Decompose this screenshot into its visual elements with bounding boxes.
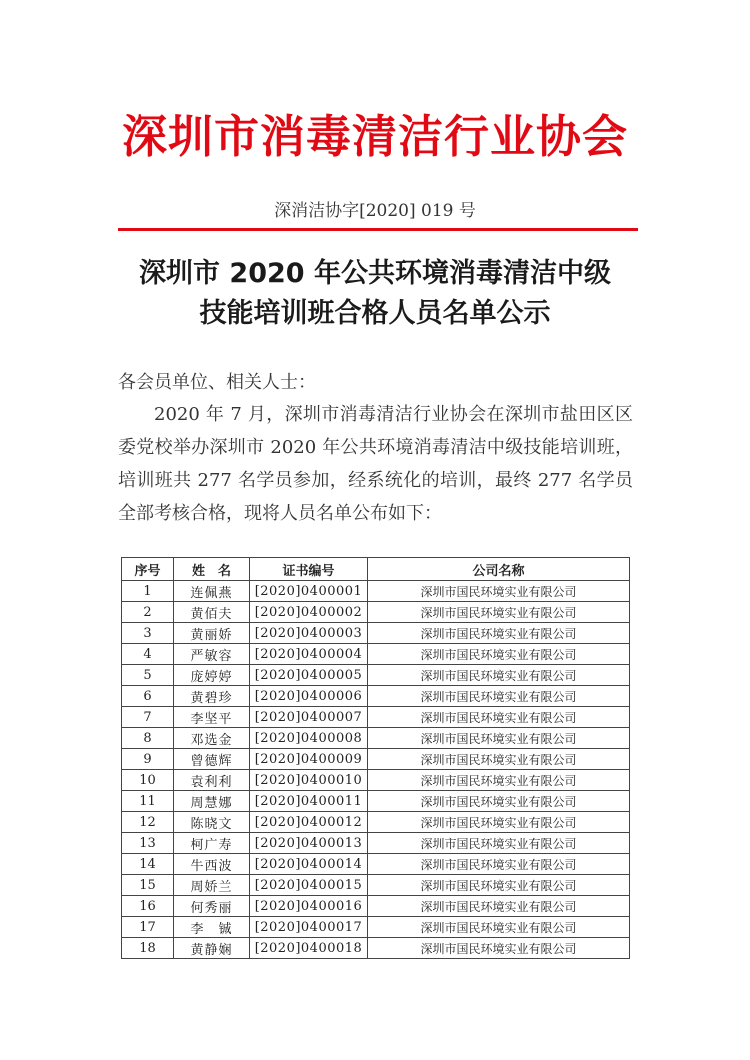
document-title-line-1: 深圳市 2020 年公共环境消毒清洁中级 (139, 258, 611, 289)
cell-name: 曾德辉 (174, 749, 250, 770)
table-row (122, 644, 630, 665)
table-row (122, 686, 630, 707)
cell-index: 15 (122, 875, 174, 896)
header-company: 公司名称 (368, 558, 630, 581)
cell-name: 黄碧珍 (174, 686, 250, 707)
table-row (122, 854, 630, 875)
cell-certificate-number: [2020]0400011 (250, 791, 368, 812)
cell-company: 深圳市国民环境实业有限公司 (368, 665, 630, 686)
cell-certificate-number: [2020]0400010 (250, 770, 368, 791)
cell-certificate-number: [2020]0400008 (250, 728, 368, 749)
cell-index: 14 (122, 854, 174, 875)
cell-name: 李坚平 (174, 707, 250, 728)
cell-company: 深圳市国民环境实业有限公司 (368, 896, 630, 917)
document-title (0, 254, 750, 334)
cell-name: 李 铖 (174, 917, 250, 938)
red-divider (118, 228, 638, 231)
cell-index: 18 (122, 938, 174, 959)
cell-index: 3 (122, 623, 174, 644)
cell-certificate-number: [2020]0400007 (250, 707, 368, 728)
cell-name: 周娇兰 (174, 875, 250, 896)
cell-name: 庞婷婷 (174, 665, 250, 686)
cell-name: 周慧娜 (174, 791, 250, 812)
cell-company: 深圳市国民环境实业有限公司 (368, 623, 630, 644)
table-row (122, 707, 630, 728)
cell-name: 邓选金 (174, 728, 250, 749)
cell-company: 深圳市国民环境实业有限公司 (368, 770, 630, 791)
table-row (122, 623, 630, 644)
table-row (122, 665, 630, 686)
cell-company: 深圳市国民环境实业有限公司 (368, 581, 630, 602)
cell-certificate-number: [2020]0400016 (250, 896, 368, 917)
cell-index: 9 (122, 749, 174, 770)
cell-name: 黄丽娇 (174, 623, 250, 644)
cell-certificate-number: [2020]0400017 (250, 917, 368, 938)
cell-index: 5 (122, 665, 174, 686)
cell-company: 深圳市国民环境实业有限公司 (368, 875, 630, 896)
cell-index: 17 (122, 917, 174, 938)
roster-table (121, 557, 630, 959)
cell-company: 深圳市国民环境实业有限公司 (368, 938, 630, 959)
header-index: 序号 (122, 558, 174, 581)
cell-name: 连佩燕 (174, 581, 250, 602)
cell-index: 1 (122, 581, 174, 602)
cell-company: 深圳市国民环境实业有限公司 (368, 917, 630, 938)
cell-name: 黄佰夫 (174, 602, 250, 623)
cell-company: 深圳市国民环境实业有限公司 (368, 812, 630, 833)
cell-certificate-number: [2020]0400001 (250, 581, 368, 602)
cell-certificate-number: [2020]0400014 (250, 854, 368, 875)
organization-title: 深圳市消毒清洁行业协会 (121, 110, 628, 163)
cell-certificate-number: [2020]0400012 (250, 812, 368, 833)
cell-certificate-number: [2020]0400004 (250, 644, 368, 665)
cell-certificate-number: [2020]0400005 (250, 665, 368, 686)
cell-company: 深圳市国民环境实业有限公司 (368, 686, 630, 707)
table-row (122, 896, 630, 917)
cell-certificate-number: [2020]0400002 (250, 602, 368, 623)
document-title-line-2: 技能培训班合格人员名单公示 (199, 298, 551, 329)
table-row (122, 749, 630, 770)
cell-index: 12 (122, 812, 174, 833)
salutation: 各会员单位、相关人士： (118, 372, 316, 393)
cell-name: 严敏容 (174, 644, 250, 665)
cell-certificate-number: [2020]0400009 (250, 749, 368, 770)
table-row (122, 770, 630, 791)
cell-certificate-number: [2020]0400013 (250, 833, 368, 854)
cell-index: 6 (122, 686, 174, 707)
header-certificate-number: 证书编号 (250, 558, 368, 581)
cell-certificate-number: [2020]0400003 (250, 623, 368, 644)
table-row (122, 917, 630, 938)
cell-certificate-number: [2020]0400018 (250, 938, 368, 959)
table-row (122, 728, 630, 749)
table-row (122, 938, 630, 959)
table-body (122, 581, 630, 959)
cell-name: 黄静娴 (174, 938, 250, 959)
cell-index: 2 (122, 602, 174, 623)
cell-company: 深圳市国民环境实业有限公司 (368, 749, 630, 770)
table-row (122, 791, 630, 812)
cell-index: 13 (122, 833, 174, 854)
cell-company: 深圳市国民环境实业有限公司 (368, 728, 630, 749)
cell-index: 10 (122, 770, 174, 791)
cell-certificate-number: [2020]0400006 (250, 686, 368, 707)
document-number: 深消洁协字[2020] 019 号 (274, 201, 476, 221)
cell-name: 柯广寿 (174, 833, 250, 854)
cell-company: 深圳市国民环境实业有限公司 (368, 833, 630, 854)
cell-name: 牛西波 (174, 854, 250, 875)
table-row (122, 833, 630, 854)
cell-company: 深圳市国民环境实业有限公司 (368, 644, 630, 665)
header-name: 姓 名 (174, 558, 250, 581)
table-row (122, 875, 630, 896)
table-header-row (122, 558, 630, 581)
table-row (122, 602, 630, 623)
cell-index: 11 (122, 791, 174, 812)
cell-company: 深圳市国民环境实业有限公司 (368, 791, 630, 812)
cell-index: 8 (122, 728, 174, 749)
cell-company: 深圳市国民环境实业有限公司 (368, 854, 630, 875)
cell-certificate-number: [2020]0400015 (250, 875, 368, 896)
cell-index: 16 (122, 896, 174, 917)
cell-name: 陈晓文 (174, 812, 250, 833)
cell-company: 深圳市国民环境实业有限公司 (368, 602, 630, 623)
cell-index: 7 (122, 707, 174, 728)
table-row (122, 581, 630, 602)
cell-company: 深圳市国民环境实业有限公司 (368, 707, 630, 728)
table-row (122, 812, 630, 833)
cell-index: 4 (122, 644, 174, 665)
cell-name: 袁利利 (174, 770, 250, 791)
body-paragraph: 2020 年 7 月，深圳市消毒清洁行业协会在深圳市盐田区区委党校举办深圳市 2020 年公共环境消毒清洁中级技能培训班，培训班共 277 名学员参加，经系统化的培训，最终 277 名学员全部考核合格，现将人员名单公布如下： (118, 404, 633, 524)
cell-name: 何秀丽 (174, 896, 250, 917)
